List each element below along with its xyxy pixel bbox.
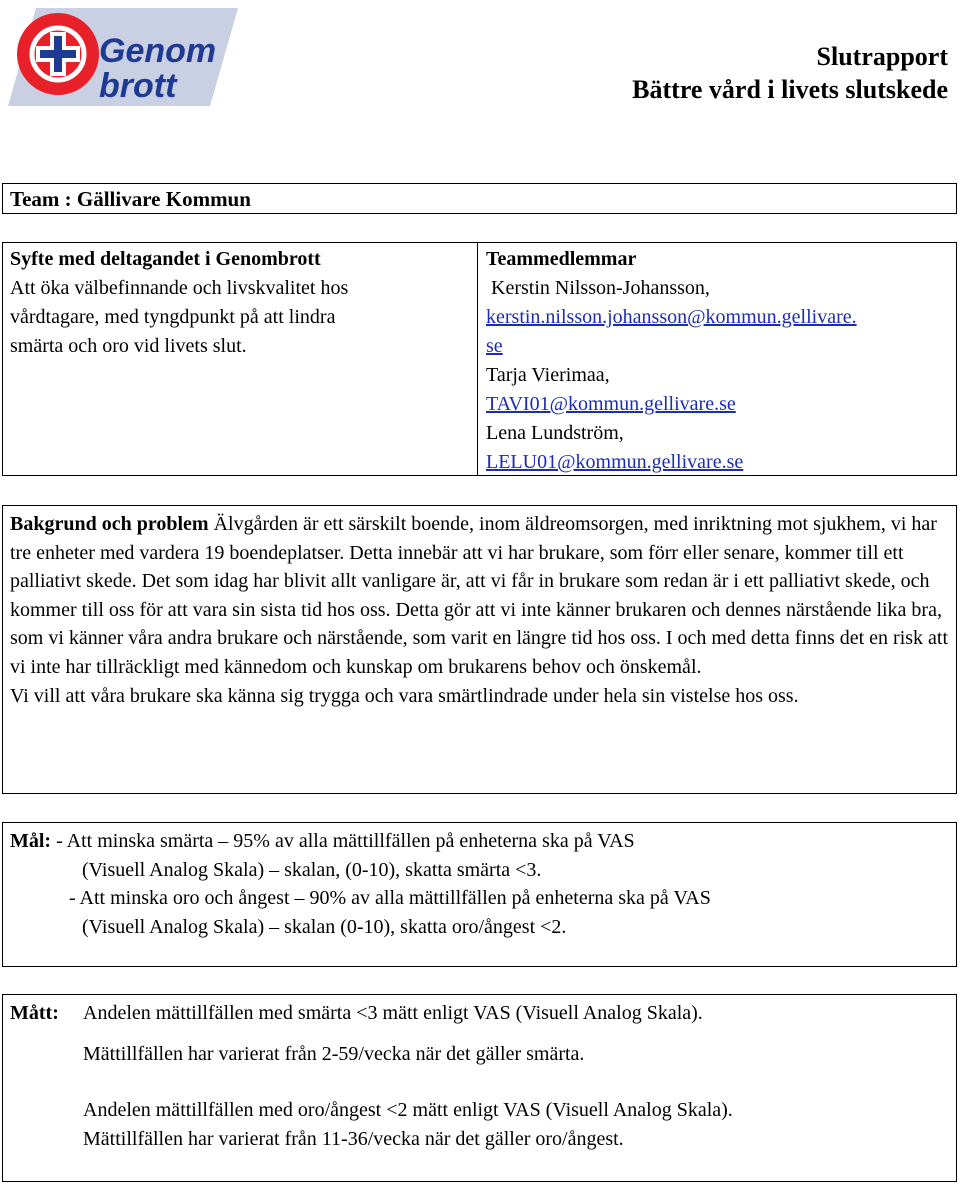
- genombrott-logo: [6, 6, 238, 108]
- team-box: [2, 183, 957, 214]
- members-heading: Teammedlemmar: [486, 248, 637, 270]
- background-paragraph-2: Vi vill att våra brukare ska känna sig trygga och vara smärtlindrade under hela sin vistelse hos oss.: [10, 684, 799, 707]
- background-box: [2, 505, 957, 794]
- report-title-line1: Slutrapport: [816, 42, 948, 71]
- purpose-box: [2, 242, 478, 476]
- member-email-link[interactable]: se: [486, 335, 503, 357]
- goals-label: Mål:: [10, 830, 52, 852]
- member-email-link[interactable]: TAVI01@kommun.gellivare.se: [486, 393, 736, 415]
- report-title: [632, 40, 948, 106]
- measure-line: Mättillfällen har varierat från 11-36/vecka när det gäller oro/ångest.: [83, 1127, 624, 1150]
- measures-label: Mått:: [10, 1002, 59, 1024]
- purpose-line: vårdtagare, med tyngdpunkt på att lindra: [10, 306, 336, 328]
- goal-2-line-2: (Visuell Analog Skala) – skalan (0-10), skatta oro/ångest <2.: [82, 915, 567, 938]
- member-name: Lena Lundström,: [486, 422, 624, 444]
- logo-graphic: [6, 6, 238, 108]
- measure-line: Mättillfällen har varierat från 2-59/vecka när det gäller smärta.: [83, 1042, 585, 1065]
- members-box: [477, 242, 957, 476]
- purpose-line: Att öka välbefinnande och livskvalitet hos: [10, 277, 349, 299]
- measure-line: Andelen mättillfällen med smärta <3 mätt enligt VAS (Visuell Analog Skala).: [83, 1002, 703, 1024]
- purpose-line: smärta och oro vid livets slut.: [10, 335, 247, 357]
- measure-row-1: [10, 999, 949, 1028]
- member-name: Kerstin Nilsson-Johansson,: [486, 277, 710, 299]
- goal-1-line-2: (Visuell Analog Skala) – skalan, (0-10), skatta smärta <3.: [82, 858, 542, 881]
- logo-text-brott: brott: [99, 67, 177, 105]
- measure-line: Andelen mättillfällen med oro/ångest <2 mätt enligt VAS (Visuell Analog Skala).: [83, 1099, 733, 1122]
- goal-2-line-1: - Att minska oro och ångest – 90% av alla mättillfällen på enheterna ska på VAS: [69, 887, 711, 910]
- goal-1-line-1: [10, 827, 949, 856]
- goals-box: [2, 822, 957, 967]
- background-paragraph: [10, 510, 949, 682]
- purpose-heading: Syfte med deltagandet i Genombrott: [10, 248, 321, 270]
- goal-1-text: - Att minska smärta – 95% av alla mättillfällen på enheterna ska på VAS: [51, 830, 635, 852]
- member-email-link[interactable]: kerstin.nilsson.johansson@kommun.gellivare.: [486, 306, 857, 328]
- team-name: Team : Gällivare Kommun: [10, 187, 251, 211]
- member-email-link[interactable]: LELU01@kommun.gellivare.se: [486, 451, 744, 473]
- background-heading: Bakgrund och problem: [10, 513, 209, 535]
- logo-text-genom: Genom: [99, 32, 217, 70]
- report-title-line2: Bättre vård i livets slutskede: [632, 75, 948, 104]
- background-text: Älvgården är ett särskilt boende, inom äldreomsorgen, med inriktning mot sjukhem, vi har tre enheter med vardera 19 boendeplatser. Detta innebär att vi har brukare, som förr eller senare, kommer till ett palliativt skede. Det som idag har blivit allt vanligare är, att vi får in brukare som redan är i ett palliativt skede, och kommer till oss för att vara sin sista tid hos oss. Detta gör att vi inte känner brukaren och dennes närstående lika bra, som vi känner våra andra brukare och närstående, som varit en längre tid hos oss. I och med detta finns det en risk att vi inte har tillräckligt med kännedom och kunskap om brukarens behov och önskemål.: [10, 513, 949, 678]
- measures-box: [2, 994, 957, 1182]
- member-name: Tarja Vierimaa,: [486, 364, 610, 386]
